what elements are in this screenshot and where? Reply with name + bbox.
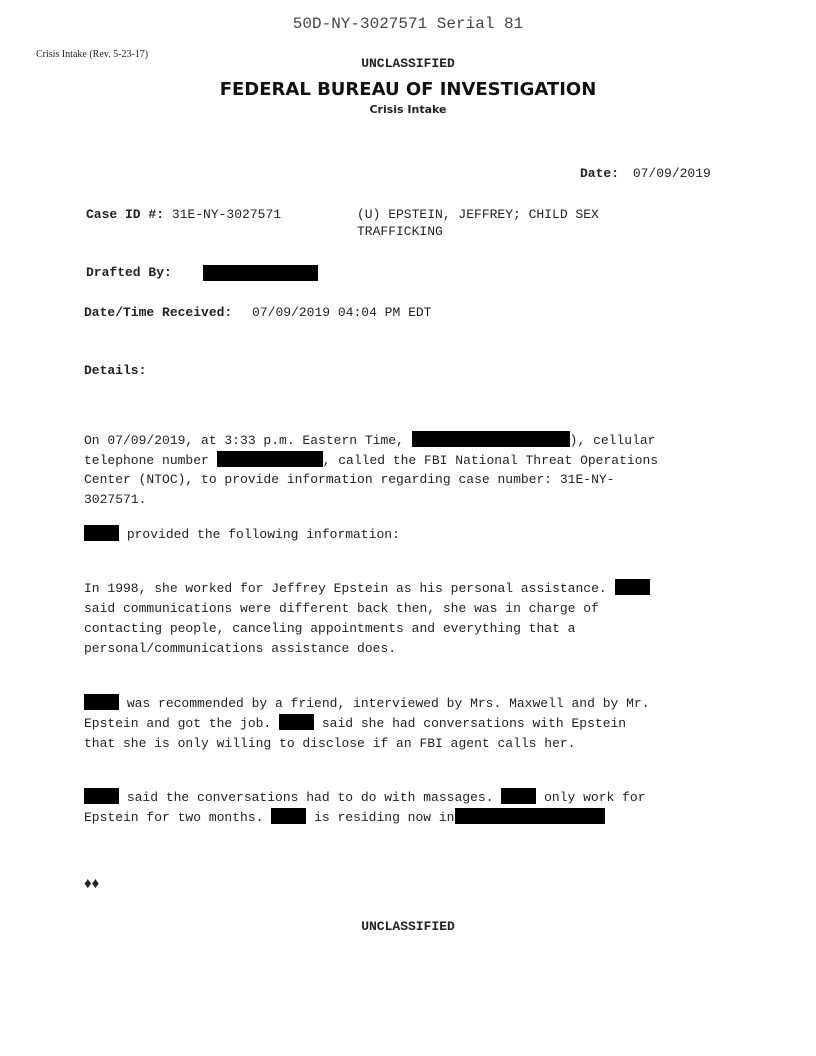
redaction-block <box>412 431 570 447</box>
paragraph-1-line-1: On 07/09/2019, at 3:33 p.m. Eastern Time, ), cellular <box>84 433 656 448</box>
redaction-block <box>279 714 314 730</box>
serial-header: 50D-NY-3027571 Serial 81 <box>292 15 524 33</box>
date-label: Date: <box>580 166 620 181</box>
form-type: Crisis Intake <box>369 103 447 116</box>
end-marks: ♦♦ <box>84 876 100 892</box>
redaction-block <box>271 808 306 824</box>
paragraph-4-line-3: that she is only willing to disclose if an FBI agent calls her. <box>84 736 576 751</box>
received-value: 07/09/2019 04:04 PM EDT <box>252 305 432 320</box>
case-title-line1: (U) EPSTEIN, JEFFREY; CHILD SEX <box>357 207 599 222</box>
paragraph-3-line-4: personal/communications assistance does. <box>84 641 397 656</box>
case-id-label: Case ID #: <box>86 207 165 222</box>
paragraph-3-line-3: contacting people, canceling appointments and everything that a <box>84 621 576 636</box>
redaction-block <box>84 788 119 804</box>
case-id-field <box>86 207 281 222</box>
paragraph-1-line-4: 3027571. <box>84 492 147 507</box>
form-revision: Crisis Intake (Rev. 5-23-17) <box>36 49 149 60</box>
redaction-block <box>84 694 119 710</box>
paragraph-2-line-1: provided the following information: <box>84 525 400 545</box>
details-label: Details: <box>84 363 147 378</box>
redaction-block <box>203 265 318 281</box>
date-field <box>580 166 711 181</box>
paragraph-5-line-2: Epstein for two months. is residing now in <box>84 808 605 828</box>
classification-top: UNCLASSIFIED <box>361 56 455 71</box>
drafted-by-field <box>86 265 172 280</box>
received-field <box>84 305 431 320</box>
case-title-line2: TRAFFICKING <box>357 224 443 239</box>
paragraph-4-line-2: Epstein and got the job. said she had conversations with Epstein <box>84 716 627 731</box>
date-value: 07/09/2019 <box>632 166 711 181</box>
redaction-block <box>455 808 605 824</box>
redaction-block <box>217 451 323 467</box>
redaction-block <box>615 579 650 595</box>
agency-title: FEDERAL BUREAU OF INVESTIGATION <box>219 79 597 100</box>
received-label: Date/Time Received: <box>84 305 233 320</box>
classification-bottom: UNCLASSIFIED <box>361 919 455 934</box>
paragraph-3-line-2: said communications were different back then, she was in charge of <box>84 601 599 616</box>
paragraph-1-line-2: telephone number , called the FBI National Threat Operations <box>84 453 659 468</box>
paragraph-3-line-1: In 1998, she worked for Jeffrey Epstein as his personal assistance. <box>84 579 650 599</box>
paragraph-1-line-3: Center (NTOC), to provide information regarding case number: 31E-NY- <box>84 472 615 487</box>
case-id-value: 31E-NY-3027571 <box>171 207 282 222</box>
redaction-block <box>501 788 536 804</box>
paragraph-5-line-1: said the conversations had to do with massages. only work for <box>84 788 646 808</box>
drafted-by-label: Drafted By: <box>86 265 172 280</box>
paragraph-4-line-1: was recommended by a friend, interviewed by Mrs. Maxwell and by Mr. <box>84 694 650 714</box>
redaction-block <box>84 525 119 541</box>
